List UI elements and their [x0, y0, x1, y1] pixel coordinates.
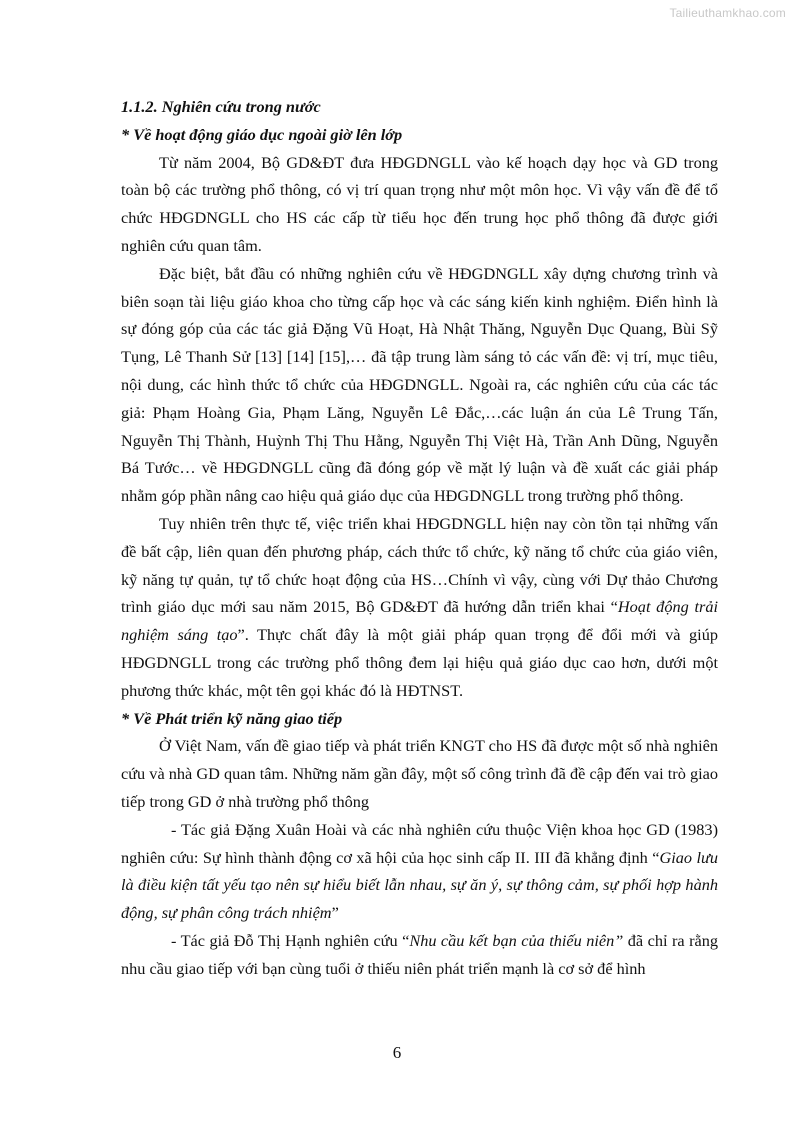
paragraph-6-text-b: đã chỉ ra rằng nhu cầu giao tiếp với bạn cùng tuổi ở thiếu niên phát triển mạnh là cơ sở để hình — [121, 930, 718, 978]
paragraph-4: Ở Việt Nam, vấn đề giao tiếp và phát triển KNGT cho HS đã được một số nhà nghiên cứu và nhà GD quan tâm. Những năm gần đây, một số công trình đã đề cập đến vai trò giao tiếp trong GD ở nhà trường phổ thông — [121, 736, 718, 811]
page-content — [121, 93, 718, 983]
paragraph-5-text-b: ” — [331, 903, 339, 923]
paragraph-6-text-a: - Tác giả Đỗ Thị Hạnh nghiên cứu “ — [171, 930, 410, 950]
paragraph-5-text-a: - Tác giả Đặng Xuân Hoài và các nhà nghiên cứu thuộc Viện khoa học GD (1983) nghiên cứu: Sự hình thành động cơ xã hội của học sinh cấp II. III đã khẳng định “ — [121, 819, 718, 867]
subsection-heading-extracurricular: * Về hoạt động giáo dục ngoài giờ lên lớp — [121, 124, 403, 144]
page-number: 6 — [392, 1043, 402, 1062]
watermark: Tailieuthamkhao.com — [669, 6, 786, 20]
paragraph-3-text-b: ”. Thực chất đây là một giải pháp quan trọng để đổi mới và giúp HĐGDNGLL trong các trường phổ thông đem lại hiệu quả giáo dục cao hơn, dưới một phương thức khác, một tên gọi khác đó là HĐTNST. — [121, 625, 718, 700]
paragraph-2: Đặc biệt, bắt đầu có những nghiên cứu về HĐGDNGLL xây dựng chương trình và biên soạn tài liệu giáo khoa cho từng cấp học và các sáng kiến kinh nghiệm. Điển hình là sự đóng góp của các tác giả Đặng Vũ Hoạt, Hà Nhật Thăng, Nguyễn Dục Quang, Bùi Sỹ Tụng, Lê Thanh Sử [13] [14] [15],… đã tập trung làm sáng tỏ các vấn đề: vị trí, mục tiêu, nội dung, các hình thức tổ chức của HĐGDNGLL. Ngoài ra, các nghiên cứu của các tác giả: Phạm Hoàng Gia, Phạm Lăng, Nguyễn Lê Đắc,…các luận án của Lê Trung Tấn, Nguyễn Thị Thành, Huỳnh Thị Thu Hằng, Nguyễn Thị Việt Hà, Trần Anh Dũng, Nguyễn Bá Tước… về HĐGDNGLL cũng đã đóng góp về mặt lý luận và đề xuất các giải pháp nhằm góp phần nâng cao hiệu quả giáo dục của HĐGDNGLL trong trường phổ thông. — [121, 263, 718, 506]
paragraph-3-italic: Hoạt động trải nghiệm sáng tạo — [121, 597, 718, 645]
paragraph-5 — [121, 816, 718, 927]
paragraph-6 — [121, 927, 718, 983]
subsection-heading-communication: * Về Phát triển kỹ năng giao tiếp — [121, 708, 343, 728]
paragraph-3-text-a: Tuy nhiên trên thực tế, việc triển khai HĐGDNGLL hiện nay còn tồn tại những vấn đề bất cập, liên quan đến phương pháp, cách thức tổ chức, kỹ năng tổ chức của giáo viên, kỹ năng tự quản, tự tổ chức hoạt động của HS…Chính vì vậy, cùng với Dự thảo Chương trình giáo dục mới sau năm 2015, Bộ GD&ĐT đã hướng dẫn triển khai “ — [121, 513, 718, 617]
section-heading: 1.1.2. Nghiên cứu trong nước — [121, 97, 321, 116]
paragraph-6-italic: Nhu cầu kết bạn của thiếu niên” — [409, 930, 624, 950]
paragraph-1: Từ năm 2004, Bộ GD&ĐT đưa HĐGDNGLL vào kế hoạch dạy học và GD trong toàn bộ các trường phổ thông, có vị trí quan trọng như một môn học. Vì vậy vấn đề để tổ chức HĐGDNGLL cho HS các cấp từ tiểu học đến trung học phổ thông đã được giới nghiên cứu quan tâm. — [121, 152, 718, 255]
paragraph-5-italic: Giao lưu là điều kiện tất yếu tạo nên sự hiểu biết lẫn nhau, sự ăn ý, sự thông cảm, sự phối hợp hành động, sự phân công trách nhiệm — [121, 847, 718, 923]
paragraph-3 — [121, 510, 718, 705]
